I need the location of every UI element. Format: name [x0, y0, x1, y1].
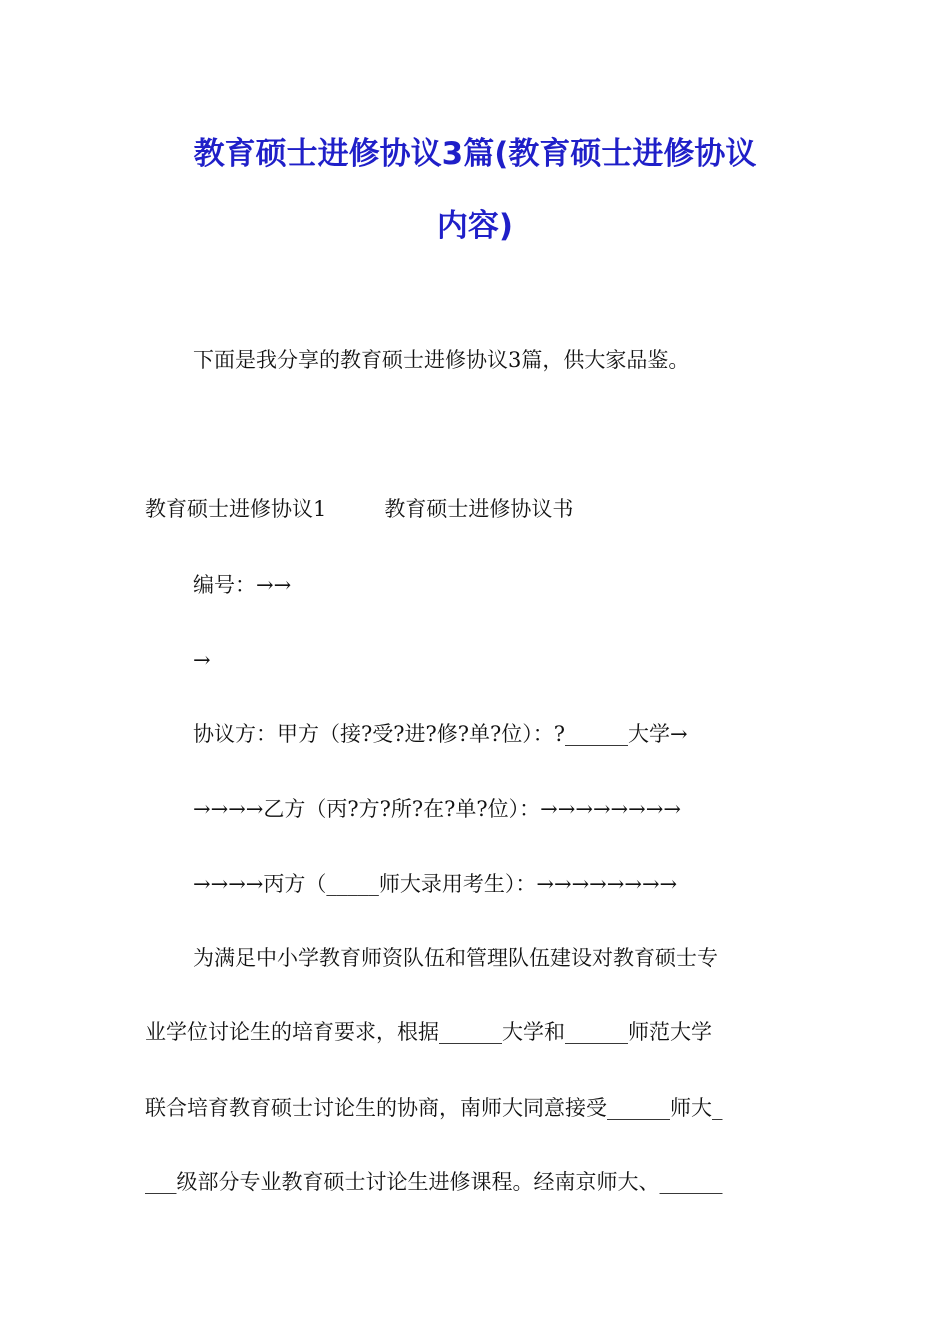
document-title-line-1: 教育硕士进修协议3篇(教育硕士进修协议 — [193, 136, 757, 172]
section-heading — [145, 494, 573, 524]
document-title-line-2: 内容) — [436, 208, 514, 244]
body-line-3: 联合培育教育硕士讨论生的协商，南师大同意接受______师大_ — [145, 1096, 723, 1120]
body-line-2: 业学位讨论生的培育要求，根据______大学和______师范大学 — [145, 1020, 712, 1044]
arrow-line: → — [193, 648, 211, 672]
intro-paragraph: 下面是我分享的教育硕士进修协议3篇，供大家品鉴。 — [193, 348, 690, 372]
body-line-4: ___级部分专业教育硕士讨论生进修课程。经南京师大、______ — [145, 1170, 723, 1194]
party-b-line: →→→→乙方（丙?方?所?在?单?位）：→→→→→→→→ — [193, 797, 681, 821]
party-a-line: 协议方：甲方（接?受?进?修?单?位）：?______大学→ — [193, 722, 688, 746]
section-title: 教育硕士进修协议书 — [384, 497, 574, 521]
body-line-1: 为满足中小学教育师资队伍和管理队伍建设对教育硕士专 — [193, 946, 718, 970]
section-label: 教育硕士进修协议1 — [145, 497, 327, 521]
number-line: 编号：→→ — [193, 573, 292, 597]
party-c-line: →→→→丙方（_____师大录用考生）：→→→→→→→→ — [193, 872, 678, 896]
